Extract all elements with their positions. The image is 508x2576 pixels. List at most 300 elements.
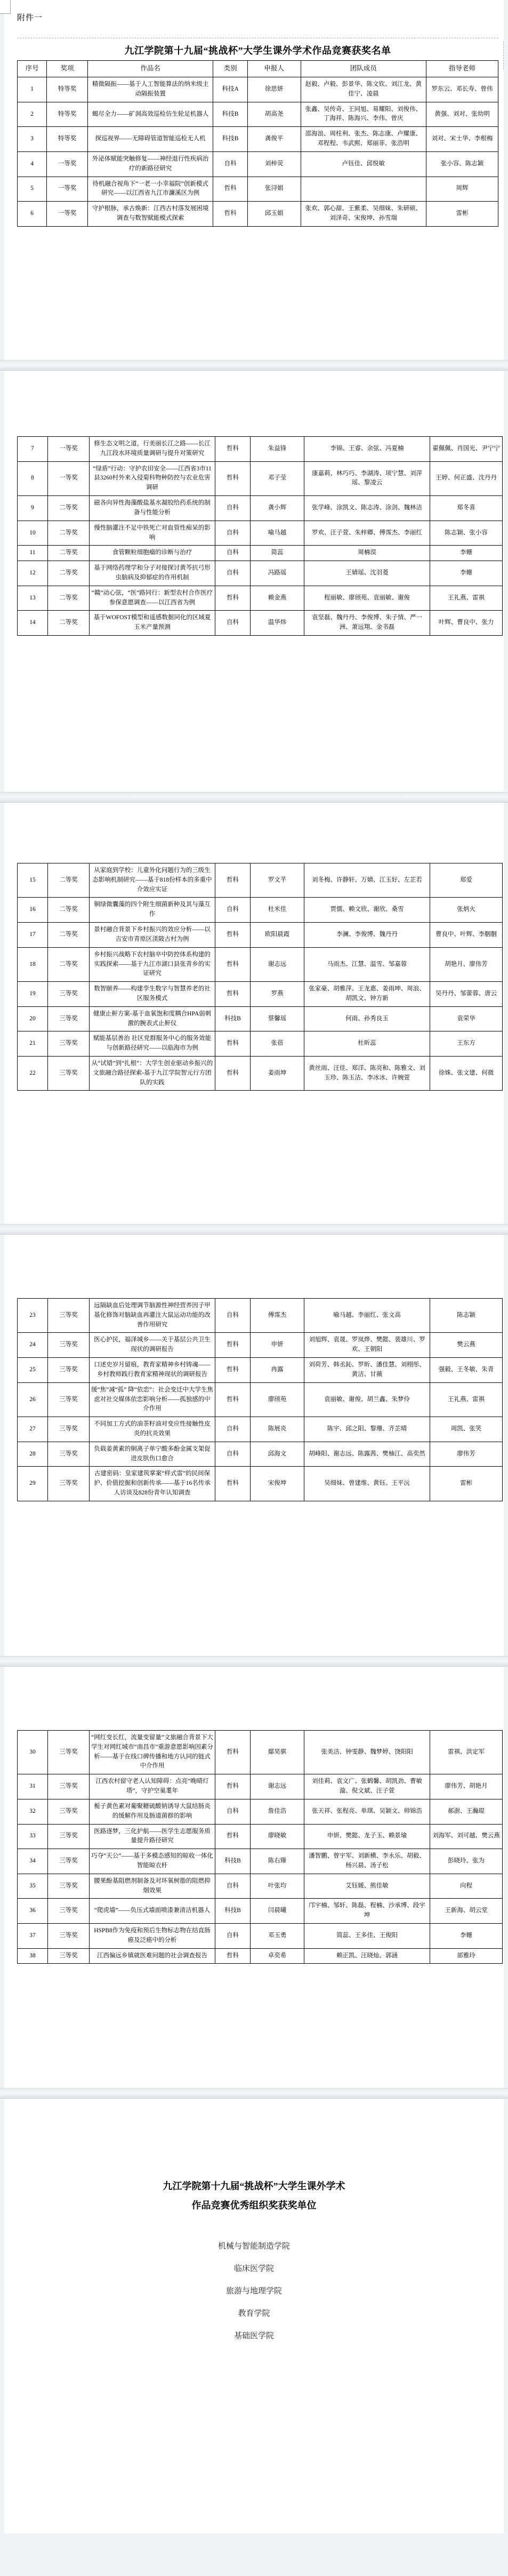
table-row	[18, 1467, 503, 1501]
cell-category: 科技B	[215, 1849, 251, 1874]
cell-advisors: 廖伟芳	[430, 1442, 503, 1467]
cell-team: 张天祥、张程亮、单琪、吴颖文、帅锦浩	[304, 1799, 430, 1824]
page-2	[4, 371, 504, 792]
table-row	[18, 1299, 503, 1333]
cell-advisors: 叶辉、曹良中、张力	[430, 611, 503, 636]
cell-applicant: 温华炜	[251, 611, 304, 636]
cell-category: 哲科	[215, 1031, 251, 1057]
cell-advisors: 李姗	[430, 546, 503, 561]
cell-category: 哲科	[215, 982, 251, 1007]
org-unit: 机械与智能制造学院	[217, 2242, 290, 2251]
cell-category: 自科	[215, 1299, 251, 1333]
cell-seq: 21	[18, 1031, 48, 1057]
cell-team: 邝宇楠、邹轩、陈磊、程楠、沙承博、段宇坤	[304, 1899, 430, 1924]
cell-category: 哲科	[215, 1467, 251, 1501]
page-1	[4, 0, 504, 360]
cell-category: 哲科	[215, 1382, 251, 1417]
cell-title: 数智颐养——构建孪生数字与智慧养老的社区服务模式	[90, 982, 215, 1007]
attachment-label: 附件一	[17, 14, 43, 22]
cell-award: 三等奖	[48, 1948, 90, 1964]
cell-team: 简蕊、王多佳、王俊阳	[304, 1924, 430, 1949]
cell-team: 李澜、李俊博、魏丹丹	[304, 923, 430, 948]
cell-advisors: 吴丹丹、邹蕾蓉、唐云	[430, 982, 503, 1007]
cell-team: 潘智鹏、曾宇军、刘新横、李永乐、胡毅、杨兴晨、汤子松	[304, 1849, 430, 1874]
cell-title: 缓“焦”减“孤” 降“依恋”：社会变迁中大学生焦虑对社交媒体依恋影响分析——孤独感的中介作用	[90, 1382, 215, 1417]
text-boundary-guide	[503, 42, 504, 69]
cell-category: 自科	[215, 496, 251, 521]
cell-applicant: 鄢昊骐	[251, 1731, 304, 1774]
column-header: 作品名	[87, 61, 213, 77]
cell-seq: 22	[18, 1057, 48, 1091]
cell-team: 黄丝雨、汪佳、郑洋、陈亮和、陈雅文、刘玉珍、陈玉洁、李冰冰、许婉萱	[304, 1057, 430, 1091]
page-3	[4, 803, 504, 1224]
cell-applicant: 谢志远	[251, 947, 304, 981]
cell-title: 口述史岁月留痕，教育家精神乡村铸魂——乡村教师践行教育家精神现状的调研报告	[90, 1358, 215, 1383]
table-row	[18, 1333, 503, 1358]
cell-category: 哲科	[215, 586, 251, 611]
cell-seq: 34	[18, 1849, 48, 1874]
cell-team: 邵海浪、周柱利、张杰、陈志康、卢耀康、邓程程、韦武熙、郑丽菲、张浩明	[301, 127, 426, 152]
cell-applicant: 邱玉娟	[247, 202, 301, 227]
cell-team: 张美洁、钟雯静、魏梦婷、饶阳阳	[304, 1731, 430, 1774]
cell-team: 张家豪、胡雅萍、王龙惠、姜雨坤、周浪、胡凯文、钟方新	[304, 982, 430, 1007]
cell-advisors: 刘海军、刘可越、樊云燕	[430, 1824, 503, 1849]
cell-applicant: 朱益锋	[251, 437, 304, 462]
award-table-part-3	[17, 863, 503, 1091]
cell-category: 科技B	[215, 1006, 251, 1031]
cell-category: 哲科	[215, 461, 251, 495]
cell-title: 腰果酚基阻燃剂制备及对环氧树脂的阻燃抑烟效果	[90, 1874, 215, 1899]
cell-team: 吴细妹、曾建维、黄钰、王平沅	[304, 1467, 430, 1501]
cell-title: 探巡视界——无障碍管道智能巡检无人机	[87, 127, 213, 152]
cell-category: 哲科	[215, 923, 251, 948]
cell-category: 哲科	[215, 1948, 251, 1964]
cell-title: 从家庭到学校：儿童外化问题行为的三级生态影响机制研究——基于818份样本的多重中介效应实证	[90, 863, 215, 898]
cell-applicant: 邓子莹	[251, 461, 304, 495]
cell-applicant: 罗文芊	[251, 863, 304, 898]
cell-advisors: 彭晓玲、张为	[430, 1849, 503, 1874]
cell-advisors: 李姗	[430, 1924, 503, 1949]
cell-category: 哲科	[215, 437, 251, 462]
table-row	[18, 1824, 503, 1849]
cell-seq: 19	[18, 982, 48, 1007]
cell-advisors: 李姗	[430, 561, 503, 586]
cell-team: 刘旭辉、袁晟、罗岚烨、樊懿、裴雄川、罗欢、王朝阳	[304, 1333, 430, 1358]
cell-applicant: 陈展炎	[251, 1417, 304, 1442]
cell-advisors: 雷祺、洪定军	[430, 1731, 503, 1774]
cell-applicant: 张蓓	[251, 1031, 304, 1057]
column-header: 团队成员	[301, 61, 426, 77]
cell-category: 哲科	[215, 1358, 251, 1383]
cell-applicant: 廖颀苑	[251, 1382, 304, 1417]
cell-advisors: 雷彬	[430, 1467, 503, 1501]
cell-team: 何雨、孙秀良玉	[304, 1006, 430, 1031]
cell-advisors: 王礼燕、雷祺	[430, 586, 503, 611]
award-table-title: 九江学院第十九届“挑战杯”大学生课外学术作品竞赛获奖名单	[124, 45, 391, 56]
table-row	[18, 1874, 503, 1899]
cell-award: 一等奖	[48, 461, 90, 495]
cell-title: “赣”动心弦，“医”路同行：新型农村合作医疗参保意愿调查——以江西省为例	[90, 586, 215, 611]
cell-category: 哲科	[215, 1731, 251, 1774]
cell-team: 张鑫、吴传奇、王同旭、易耀阳、刘俊伟、丁海祥、陈海兴、李伟、曾庆	[301, 102, 426, 127]
cell-advisors: 郝澍、王瀚琨	[430, 1799, 503, 1824]
cell-team: 程丽敏、廖颀苑、袁丽敏、谢俊	[304, 586, 430, 611]
cell-advisors: 罗东云、邓长寿、曾伟	[426, 77, 498, 102]
cell-team: 卢钰佳、邱悦敏	[301, 151, 426, 177]
cell-title: 远隔缺血后处理调节脑源性神经营养因子甲基化修饰对脑缺血再灌注大鼠运动功能的改善作用研究	[90, 1299, 215, 1333]
cell-seq: 33	[18, 1824, 48, 1849]
cell-title: 赋能基层善治 社区党群服务中心的服务效能与创新路径研究——以临海市为例	[90, 1031, 215, 1057]
cell-team: 贾儒、赖文欣、谢欣、桑雪	[304, 898, 430, 923]
cell-category: 哲科	[215, 1774, 251, 1799]
cell-team: 申妍、樊懿、龙子玉、赖景瑜	[304, 1824, 430, 1849]
cell-award: 二等奖	[48, 586, 90, 611]
cell-advisors: 陈志颖	[430, 1299, 503, 1333]
title-block	[17, 38, 498, 57]
cell-award: 二等奖	[48, 561, 90, 586]
cell-applicant: 刘梓荧	[247, 151, 301, 177]
cell-advisors: 向程	[430, 1874, 503, 1899]
cell-advisors: 樊云燕	[430, 1333, 503, 1358]
page-separator	[0, 1224, 508, 1235]
cell-team: 袁坚磊、魏丹丹、李俊博、朱子情、严一洲、萧远翔、金书磊	[304, 611, 430, 636]
cell-applicant: 邓玉勇	[251, 1924, 304, 1949]
cell-seq: 5	[18, 177, 47, 202]
cell-title: 景村融合背景下乡村振兴的效应分析——以吉安市青原区渼陂古村为例	[90, 923, 215, 948]
cell-applicant: 卓奕希	[251, 1948, 304, 1964]
cell-team: 赖正凯、汪晓灿、郭涵	[304, 1948, 430, 1964]
cell-title: 医路逐梦，三化护航——医学生志愿服务质量提升路径研究	[90, 1824, 215, 1849]
table-row	[18, 586, 503, 611]
cell-seq: 16	[18, 898, 48, 923]
cell-seq: 32	[18, 1799, 48, 1824]
cell-applicant: 冯路瑶	[251, 561, 304, 586]
cell-seq: 29	[18, 1467, 48, 1501]
cell-title: 精微隔振——基于人工智能算法的纳米级主动隔振装置	[87, 77, 213, 102]
cell-seq: 3	[18, 127, 47, 152]
org-awards-title-line2: 作品竞赛优秀组织奖获奖单位	[191, 2200, 317, 2211]
cell-applicant: 申妍	[251, 1333, 304, 1358]
org-units-list	[4, 2235, 504, 2347]
cell-award: 三等奖	[48, 1358, 90, 1383]
cell-seq: 10	[18, 521, 48, 546]
cell-award: 一等奖	[48, 437, 90, 462]
cell-applicant: 徐思妍	[247, 77, 301, 102]
cell-title: 栀子黄色素对葡聚糖硫酸钠诱导大鼠结肠炎的缓解作用及肠道菌群的影响	[90, 1799, 215, 1824]
table-row	[18, 127, 498, 152]
cell-applicant: 龚俊平	[247, 127, 301, 152]
cell-award: 三等奖	[48, 1824, 90, 1849]
cell-title: HSPB8作为免疫和预后生物标志物在结直肠癌及泛癌中的分析	[90, 1924, 215, 1949]
cell-applicant: 闫晨曦	[251, 1899, 304, 1924]
cell-title: 基于网络药理学和分子对接探讨黄芩抗弓形虫脑病及抑郁症的作用机制	[90, 561, 215, 586]
cell-title: 待机融合视角下“一老一小幸福院”创新模式研究——以江西省九江市濂溪区为例	[87, 177, 213, 202]
cell-applicant: 邱海文	[251, 1442, 304, 1467]
cell-award: 三等奖	[48, 1731, 90, 1774]
org-unit: 教育学院	[238, 2309, 270, 2318]
cell-advisors: 王礼燕、雷祺	[430, 1382, 503, 1417]
cell-title: 江西偏远乡镇就医难问题的社会调查报告	[90, 1948, 215, 1964]
cell-seq: 23	[18, 1299, 48, 1333]
cell-advisors: 袁荣华	[430, 1006, 503, 1031]
cell-award: 特等奖	[47, 77, 88, 102]
table-row	[18, 1442, 503, 1467]
cell-seq: 8	[18, 461, 48, 495]
cell-seq: 4	[18, 151, 47, 177]
cell-title: 修生态文明之道，行美丽长江之路——长江九江段水环境质量调研与提升对策研究	[90, 437, 215, 462]
table-row	[18, 461, 503, 495]
cell-category: 自科	[215, 1442, 251, 1467]
cell-seq: 25	[18, 1358, 48, 1383]
cell-applicant: 欧阳晨霞	[251, 923, 304, 948]
cell-team: 张欢、郭心甜、王紫柔、吴细妹、朱研硕、刘泽奇、宋俊坤、孙雪瑞	[301, 202, 426, 227]
cell-title: 乡村振兴战略下农村脑卒中防控体系构建的实践探索——基于九江市湖口县张青乡的实证研究	[90, 947, 215, 981]
cell-category: 自科	[215, 1924, 251, 1949]
cell-award: 三等奖	[48, 1899, 90, 1924]
cell-seq: 1	[18, 77, 47, 102]
award-table-part-2	[17, 436, 503, 636]
cell-award: 二等奖	[48, 611, 90, 636]
cell-award: 三等奖	[48, 1874, 90, 1899]
cell-applicant: 蔡馨瑶	[251, 1006, 304, 1031]
cell-seq: 24	[18, 1333, 48, 1358]
cell-award: 三等奖	[48, 1382, 90, 1417]
cell-team: 刘冬梅、许静轩、万婧、江玉好、左芷若	[304, 863, 430, 898]
cell-advisors: 郑冬喜	[430, 496, 503, 521]
column-header: 类别	[213, 61, 247, 77]
cell-category: 哲科	[215, 1057, 251, 1091]
cell-applicant: 罗燕	[251, 982, 304, 1007]
cell-award: 三等奖	[48, 1299, 90, 1333]
cell-seq: 26	[18, 1382, 48, 1417]
cell-seq: 35	[18, 1874, 48, 1899]
table-row	[18, 1006, 503, 1031]
header-row	[18, 61, 498, 77]
cell-applicant: 廖晓敏	[251, 1824, 304, 1849]
cell-award: 二等奖	[48, 863, 90, 898]
cell-applicant: 赖金燕	[251, 586, 304, 611]
page-separator	[0, 2088, 508, 2099]
cell-applicant: 姜雨坤	[251, 1057, 304, 1091]
cell-advisors: 胡艳月、廖伟芳	[430, 947, 503, 981]
cell-seq: 17	[18, 923, 48, 948]
cell-advisors: 张小容、陈志颖	[426, 151, 498, 177]
cell-seq: 28	[18, 1442, 48, 1467]
cell-seq: 30	[18, 1731, 48, 1774]
cell-seq: 20	[18, 1006, 48, 1031]
cell-team	[301, 177, 426, 202]
cell-title: 从“试错”到“扎根”：大学生创业驱动乡振兴的文旅融合路径探索-基于九江学院智元行方团队的实践	[90, 1057, 215, 1091]
cell-award: 二等奖	[48, 546, 90, 561]
table-row	[18, 561, 503, 586]
cell-advisors: 王新海、胡云堂	[430, 1899, 503, 1924]
cell-category: 哲科	[215, 1333, 251, 1358]
cell-award: 三等奖	[48, 1333, 90, 1358]
column-header: 奖项	[47, 61, 88, 77]
table-row	[18, 1948, 503, 1964]
table-row	[18, 982, 503, 1007]
cell-category: 科技B	[213, 102, 247, 127]
cell-award: 三等奖	[48, 1006, 90, 1031]
cell-advisors: 雷彬	[426, 202, 498, 227]
cell-award: 三等奖	[48, 1057, 90, 1091]
cell-award: 二等奖	[48, 496, 90, 521]
cell-category: 科技B	[215, 1899, 251, 1924]
cell-category: 自科	[215, 1799, 251, 1824]
cell-applicant: 傅霈杰	[251, 1299, 304, 1333]
cell-seq: 14	[18, 611, 48, 636]
cell-award: 二等奖	[48, 521, 90, 546]
cell-team: 马雨杰、江慧、温雪、邹嘉蓉	[304, 947, 430, 981]
cell-advisors: 部雅玲	[430, 1948, 503, 1964]
cell-applicant: 胡高尧	[247, 102, 301, 127]
cell-category: 自科	[215, 1874, 251, 1899]
table-row	[18, 546, 503, 561]
cell-advisors: 黄强、刘对、张幼明	[426, 102, 498, 127]
cell-award: 特等奖	[47, 102, 88, 127]
cell-category: 哲科	[215, 863, 251, 898]
cell-title: “网红变长红，流量变留量”文旅融合背景下大学生对网红城市“南昌市”重游意愿影响因素分析——基于在线口碑传播和地方认同的链式中介作用	[90, 1731, 215, 1774]
award-table-part-4	[17, 1298, 503, 1501]
cell-category: 哲科	[213, 177, 247, 202]
cell-advisors: 张炳火	[430, 898, 503, 923]
cell-seq: 15	[18, 863, 48, 898]
page-5	[4, 1667, 504, 2088]
cell-team: 胡峰阳、谢志远、陈露茜、樊柚江、高奕然	[304, 1442, 430, 1467]
cell-title: “爬虎墙”——负压式墙面喷漆兼清洁机器人	[90, 1899, 215, 1924]
column-header: 序号	[18, 61, 47, 77]
cell-team: 张学峰、涂凯文、陈志涛、涂剑、魏林洁	[304, 496, 430, 521]
org-unit: 基础医学院	[233, 2332, 274, 2340]
cell-seq: 37	[18, 1924, 48, 1949]
cell-category: 自科	[215, 546, 251, 561]
table-row	[18, 102, 498, 127]
cell-category: 自科	[215, 561, 251, 586]
cell-category: 哲科	[215, 1824, 251, 1849]
cell-advisors: 徐姝、张文建、何微	[430, 1057, 503, 1091]
cell-award: 三等奖	[48, 1031, 90, 1057]
cell-advisors: 周辉	[426, 177, 498, 202]
cell-seq: 11	[18, 546, 48, 561]
cell-team: 陈宇、邱之阳、黎珊、齐芷晴	[304, 1417, 430, 1442]
cell-title: 古建密码：皇家建筑掌案“样式雷”的民间保护、价值挖掘和创新传承——基于16名传承人访谈及828份青年认知调查	[90, 1467, 215, 1501]
cell-applicant: 张浔娟	[247, 177, 301, 202]
cell-title: 慢性脑灌注不足中铁死亡对血管性痴呆的影响	[90, 521, 215, 546]
cell-award: 二等奖	[48, 898, 90, 923]
cell-advisors: 陈志颖、张小容	[430, 521, 503, 546]
cell-advisors: 刘对、宋士华、李根梅	[426, 127, 498, 152]
cell-title: 江西农村留守老人认知障碍：点亮“晚晴灯塔”，守护空巢耄年	[90, 1774, 215, 1799]
cell-award: 一等奖	[47, 177, 88, 202]
cell-award: 三等奖	[48, 1417, 90, 1442]
table-row	[18, 1849, 503, 1874]
table-row	[18, 151, 498, 177]
cell-category: 哲科	[215, 947, 251, 981]
cell-applicant: 陈右臻	[251, 1849, 304, 1874]
cell-team: 罗欢、汪子萱、朱梓卿、傅霈杰、李丽红	[304, 521, 430, 546]
table-row	[18, 437, 503, 462]
cell-award: 三等奖	[48, 1467, 90, 1501]
page-4	[4, 1235, 504, 1656]
cell-seq: 31	[18, 1774, 48, 1799]
cell-team: 周楠淏	[304, 546, 430, 561]
cell-title: 基于WOFOST模型和遥感数据同化的区域夏玉米产量预测	[90, 611, 215, 636]
cell-applicant: 简蕊	[251, 546, 304, 561]
table-row	[18, 1924, 503, 1949]
cell-advisors: 周凯、张笑	[430, 1417, 503, 1442]
table-row	[18, 611, 503, 636]
cell-award: 三等奖	[48, 982, 90, 1007]
cell-team: 刘荷芳、韩丞鈊、罗昕、潘佳慧、刘栩彤、黄洁、甘薇	[304, 1358, 430, 1383]
cell-award: 一等奖	[47, 202, 88, 227]
cell-title: 守护根脉，承古焕新：江西古村落发展困境调查与数智赋能模式探索	[87, 202, 213, 227]
cell-title: 医心护民，福泽城乡——关于基层公共卫生现状的调研报告	[90, 1333, 215, 1358]
cell-advisors: 曹良中、叶辉、李胭胭	[430, 923, 503, 948]
cell-title: 健康止鼾方案-基于血氧饱和度耦合HPA弱刺激的腕表式止鼾仪	[90, 1006, 215, 1031]
cell-seq: 13	[18, 586, 48, 611]
table-row	[18, 1057, 503, 1091]
cell-team: 康嘉莉、林巧巧、李湖涛、项宁慧、刘萍瑶、黎凌云	[304, 461, 430, 495]
cell-title: 不同加工方式的油茶籽油对变应性接触性皮炎的抗炎效果	[90, 1417, 215, 1442]
award-table-part-5	[17, 1730, 503, 1964]
ruler-corner	[0, 0, 11, 14]
table-row	[18, 202, 498, 227]
cell-title: 食管颗粒细胞瘤的诊断与治疗	[90, 546, 215, 561]
award-table-part-1	[17, 60, 498, 227]
table-row	[18, 1774, 503, 1799]
cell-category: 自科	[215, 611, 251, 636]
cell-team: 王婧瑶、沈羽菱	[304, 561, 430, 586]
table-row	[18, 923, 503, 948]
org-unit: 临床医学院	[233, 2265, 274, 2273]
cell-advisors: 廖伟芳、胡艳月	[430, 1774, 503, 1799]
cell-team: 艾钰媛、熊佳敏	[304, 1874, 430, 1899]
cell-seq: 18	[18, 947, 48, 981]
cell-seq: 12	[18, 561, 48, 586]
cell-category: 哲科	[213, 202, 247, 227]
cell-applicant: 杜米佳	[251, 898, 304, 923]
cell-category: 自科	[213, 151, 247, 177]
cell-seq: 2	[18, 102, 47, 127]
cell-title: 外泌体赋能突触修复——神经退行性疾病治疗的新路径研究	[87, 151, 213, 177]
cell-seq: 36	[18, 1899, 48, 1924]
cell-category: 自科	[215, 1417, 251, 1442]
org-awards-title	[4, 2177, 504, 2215]
org-unit: 旅游与地理学院	[225, 2287, 282, 2295]
cell-team: 李锦、王睿、余弦、冯夏楠	[304, 437, 430, 462]
cell-team: 赵毅、卢毅、彭景华、陈文钦、刘江龙、黄佳宁、凌晨	[301, 77, 426, 102]
cell-category: 自科	[215, 521, 251, 546]
cell-team: 喻马越、李丽红、张文高	[304, 1299, 430, 1333]
cell-title: “绿盾”行动：守护农田安全——江西省3市11县3260村外来入侵菊科物种防控与农业危害调研	[90, 461, 215, 495]
table-row	[18, 863, 503, 898]
cell-title: 巧夺“天公”——基于多模态感知的晾收一体化智能晾衣杆	[90, 1849, 215, 1874]
cell-award: 三等奖	[48, 1924, 90, 1949]
table-row	[18, 1382, 503, 1417]
table-row	[18, 1731, 503, 1774]
table-row	[18, 1031, 503, 1057]
cell-title: 蝎尽全力——矿洞高效巡检仿生轮足机器人	[87, 102, 213, 127]
cell-advisors: 郑爱	[430, 863, 503, 898]
cell-category: 科技B	[213, 127, 247, 152]
column-header: 指导老师	[426, 61, 498, 77]
table-row	[18, 77, 498, 102]
cell-applicant: 宋俊坤	[251, 1467, 304, 1501]
cell-seq: 9	[18, 496, 48, 521]
cell-award: 一等奖	[47, 151, 88, 177]
cell-applicant: 詹佳浩	[251, 1799, 304, 1824]
cell-applicant: 谢志远	[251, 1774, 304, 1799]
